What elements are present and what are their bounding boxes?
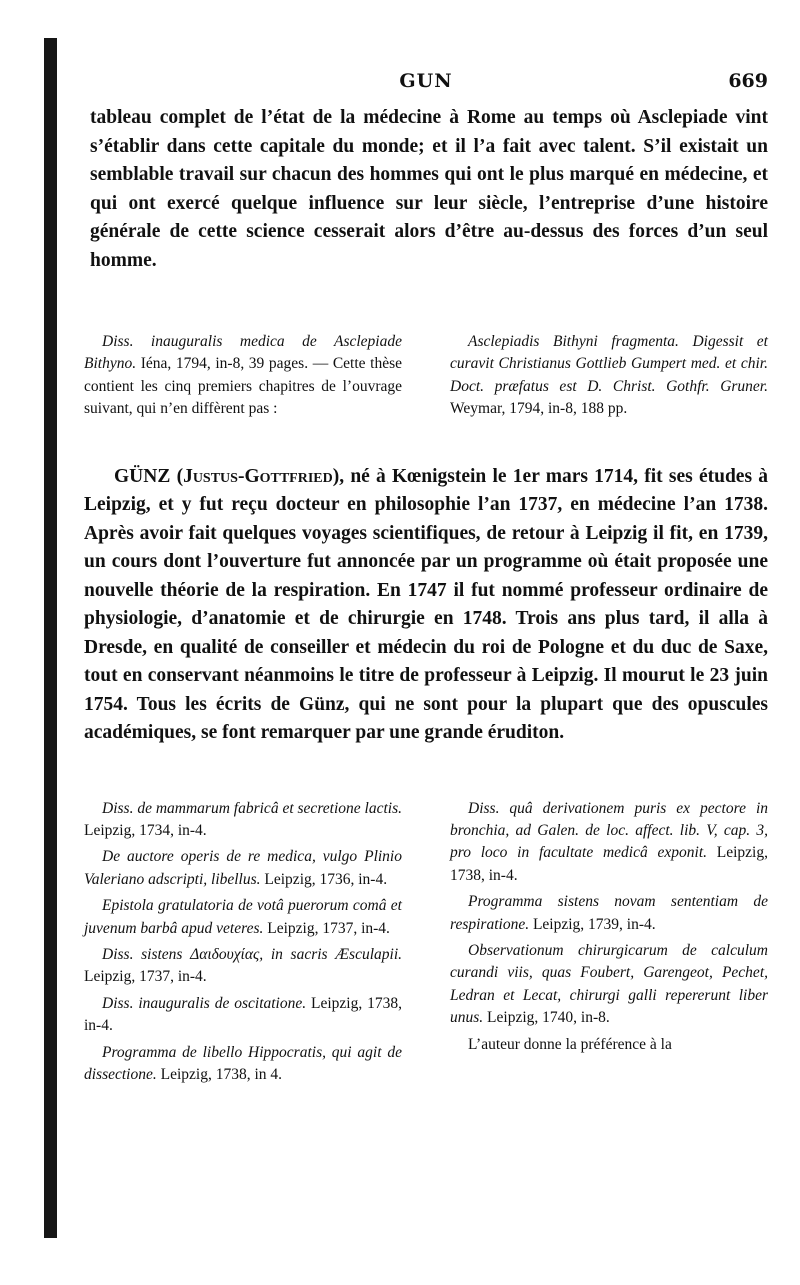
bibliography-item [450, 798, 768, 888]
notes-2-right-column [450, 798, 768, 1091]
bibliography-details: Leipzig, 1738, in 4. [156, 1066, 283, 1084]
bibliography-details: Weymar, 1794, in-8, 188 pp. [450, 400, 628, 418]
running-head-word: GUN [399, 70, 453, 92]
entry-paragraph [84, 463, 768, 748]
bibliography-details: Leipzig, 1736, in-4. [260, 870, 388, 888]
bibliography-details: Leipzig, 1739, in-4. [529, 915, 656, 933]
bibliography-title: Diss. de mammarum fabricâ et secretione lactis. [102, 799, 402, 817]
entry-name: GÜNZ [114, 465, 171, 487]
bibliography-details: Iéna, 1794, in-8, 39 pages. — Cette thèse contient les cinq premiers chapitres de l’ouvrage suivant, qui n’en diffèrent pas : [84, 355, 402, 418]
bibliography-details: L’auteur donne la préférence à la [468, 1035, 672, 1053]
bibliography-item [450, 940, 768, 1030]
bibliography-details: Leipzig, 1738, in-4. [84, 994, 402, 1035]
bibliography-item [84, 895, 402, 940]
bibliography-title: Observationum chirurgicarum de calculum curandi viis, quas Foubert, Garengeot, Pechet, Ledran et Lecat, chirurgi galli repererunt liber unus. [450, 942, 768, 1027]
intro-paragraph: tableau complet de l’état de la médecine à Rome au temps où Asclepiade vint s’établir dans cette capitale du monde; et il l’a fait avec talent. S’il existait un semblable travail sur chacun des hommes qui ont le plus marqué en médecine, et qui ont exercé quelque influence sur leur siècle, l’entreprise d’une histoire générale de cette science cesserait alors d’être au-dessus des forces d’un seul homme. [90, 107, 768, 271]
bibliography-details: Leipzig, 1737, in-4. [84, 968, 207, 986]
entry-text: , né à Kœnigstein le 1er mars 1714, fit ses études à Leipzig, et y fut reçu docteur en philosophie l’an 1737, en médecine l’an 1738. Après avoir fait quelques voyages scientifiques, de retour à Leipzig il fit, en 1739, un cours dont l’ouverture fut annoncée par un programme où était proposée une nouvelle théorie de la respiration. En 1747 il fut nommé professeur ordinaire de physiologie, d’anatomie et de chirurgie en 1748. Trois ans plus tard, il alla à Dresde, en qualité de conseiller et médecin du roi de Pologne et du duc de Saxe, tout en conservant néanmoins le titre de professeur à Leipzig. Il mourut le 23 juin 1754. Tous les écrits de Günz, qui ne sont pour la plupart que des opuscules académiques, se font remarquer par une grande éruditon. [84, 465, 769, 744]
bibliography-details: Leipzig, 1738, in-4. [450, 844, 768, 884]
bibliography-title: Programma de libello Hippocratis, qui agit de dissectione. [84, 1043, 402, 1084]
bibliography-title: Asclepiadis Bithyni fragmenta. Digessit et curavit Christianus Gottlieb Gumpert med. et chir. Doct. præfatus est D. Christ. Gothfr. Gruner. [450, 333, 768, 395]
notes-block-1 [84, 331, 768, 425]
bibliography-title: Diss. quâ derivationem puris ex pectore in bronchia, ad Galen. de loc. affect. lib. V, cap. 3, pro loco in facultate medicâ exponit. [450, 799, 768, 862]
notes-1-left-column [84, 331, 402, 425]
book-spine-shadow [44, 38, 57, 1238]
notes-2-left-column [84, 798, 402, 1091]
notes-1-right-column [450, 331, 768, 425]
bibliography-item [450, 891, 768, 936]
notes-block-2 [84, 798, 768, 1091]
bibliography-item [84, 798, 402, 843]
bibliography-item [450, 1034, 768, 1056]
book-page [84, 70, 768, 1091]
biography-entry [84, 463, 768, 748]
bibliography-item [450, 331, 768, 421]
bibliography-title: Diss. sistens Δαιδουχίας, in sacris Æsculapii. [102, 946, 402, 964]
entry-forenames: (Justus-Gottfried) [176, 465, 340, 487]
bibliography-details: Leipzig, 1737, in-4. [263, 919, 390, 937]
bibliography-title: Programma sistens novam sententiam de respiratione. [450, 893, 768, 933]
bibliography-item [84, 944, 402, 989]
bibliography-item [84, 846, 402, 891]
running-head [84, 70, 768, 104]
bibliography-item [84, 993, 402, 1038]
bibliography-title: De auctore operis de re medica, vulgo Plinio Valeriano adscripti, libellus. [84, 848, 402, 888]
bibliography-item [84, 331, 402, 421]
bibliography-title: Epistola gratulatoria de votâ puerorum comâ et juvenum barbâ apud veteres. [84, 897, 402, 937]
bibliography-details: Leipzig, 1734, in-4. [84, 822, 207, 840]
bibliography-details: Leipzig, 1740, in-8. [483, 1009, 610, 1027]
bibliography-title: Diss. inauguralis de oscitatione. [102, 994, 307, 1012]
bibliography-item [84, 1042, 402, 1087]
bibliography-title: Diss. inauguralis medica de Asclepiade Bithyno. [84, 333, 402, 373]
page-number: 669 [728, 70, 768, 92]
